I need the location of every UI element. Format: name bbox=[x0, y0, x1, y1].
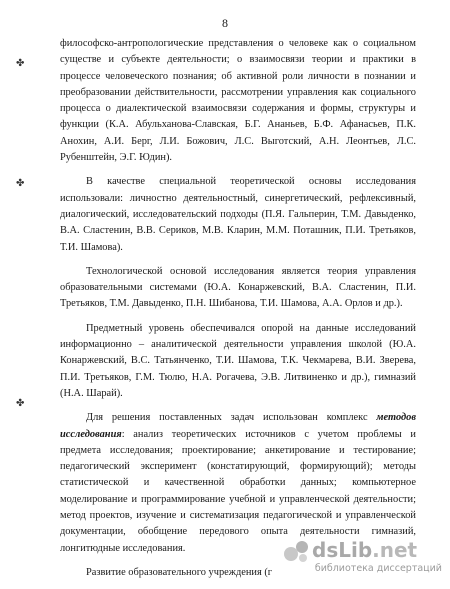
margin-mark-2: ✤ bbox=[16, 178, 25, 189]
methods-emphasis: методов исследования bbox=[60, 412, 416, 440]
paragraph-2: В качестве специальной теоретической основы исследования использовали: личностно деятельностный, синергетический, рефлексивный, диалогический, исследовательский подходы (П.Я. Гальперин, Т.М. Давыденко, В.А. Сластенин, В.В. Сериков, М.В. Кларин, М.М. Поташник, П.И. Третьяков, Т.И. Шамова). bbox=[60, 176, 416, 253]
document-body bbox=[60, 36, 416, 589]
margin-mark-1: ✤ bbox=[16, 58, 25, 69]
watermark-brand: dsLib.net bbox=[312, 538, 418, 562]
paragraph-3: Технологической основой исследования является теория управления образовательными системами (Ю.А. Конаржевский, В.А. Сластенин, П.И. Третьяков, Т.М. Давыденко, П.Н. Шибанова, Т.И. Шамова, А.А. Орлов и др.). bbox=[60, 265, 416, 310]
watermark-subtitle: библиотека диссертаций bbox=[314, 563, 442, 574]
paragraph-1: философско-антропологические представления о человеке как о социальном существе и субъекте деятельности; о взаимосвязи теории и практики в процессе человеческого познания; об активной роли личности в познании и преобразовании действительности, рассмотрении управления как социального процесса о диалектической взаимосвязи содержания и формы, структуры и функции (К.А. Абульханова-Славская, Б.Г. Ананьев, Б.Ф. Афанасьев, П.К. Анохин, А.И. Берг, Л.И. Божович, Л.С. Выготский, А.Н. Леонтьев, Л.С. Рубенштейн, Э.Г. Юдин). bbox=[60, 38, 416, 164]
paragraph-5-rest: : анализ теоретических источников с учетом проблемы и предмета исследования; проектирование; анкетирование и тестирование; педагогический эксперимент (констатирующий, формирующий); методы статистической и качественной обработки данных; компьютерное моделирование и программирование учебной и управленческой деятельности; метод проектов, изучение и систематизация педагогической и управленческой документации, обобщение передового опыта деятельности гимназий, лонгитюдные исследования. bbox=[60, 428, 416, 554]
dslib-logo-icon bbox=[282, 538, 310, 564]
watermark bbox=[282, 538, 442, 578]
paragraph-5 bbox=[60, 410, 416, 557]
paragraph-4: Предметный уровень обеспечивался опорой на данные исследований информационно – аналитической деятельности управления школой (Ю.А. Конаржевский, В.С. Татьянченко, Т.И. Шамова, Т.К. Чекмарева, В.И. Зверева, П.И. Третьяков, Г.М. Тюлю, Н.А. Рогачева, Э.В. Литвиненко и др.), гимназий (Н.А. Шарай). bbox=[60, 322, 416, 399]
page-number: 8 bbox=[222, 16, 228, 30]
margin-mark-3: ✤ bbox=[16, 398, 25, 409]
paragraph-5-lead: Для решения поставленных задач использован комплекс bbox=[86, 412, 377, 424]
paragraph-6: Развитие образовательного учреждения (г bbox=[86, 566, 273, 578]
